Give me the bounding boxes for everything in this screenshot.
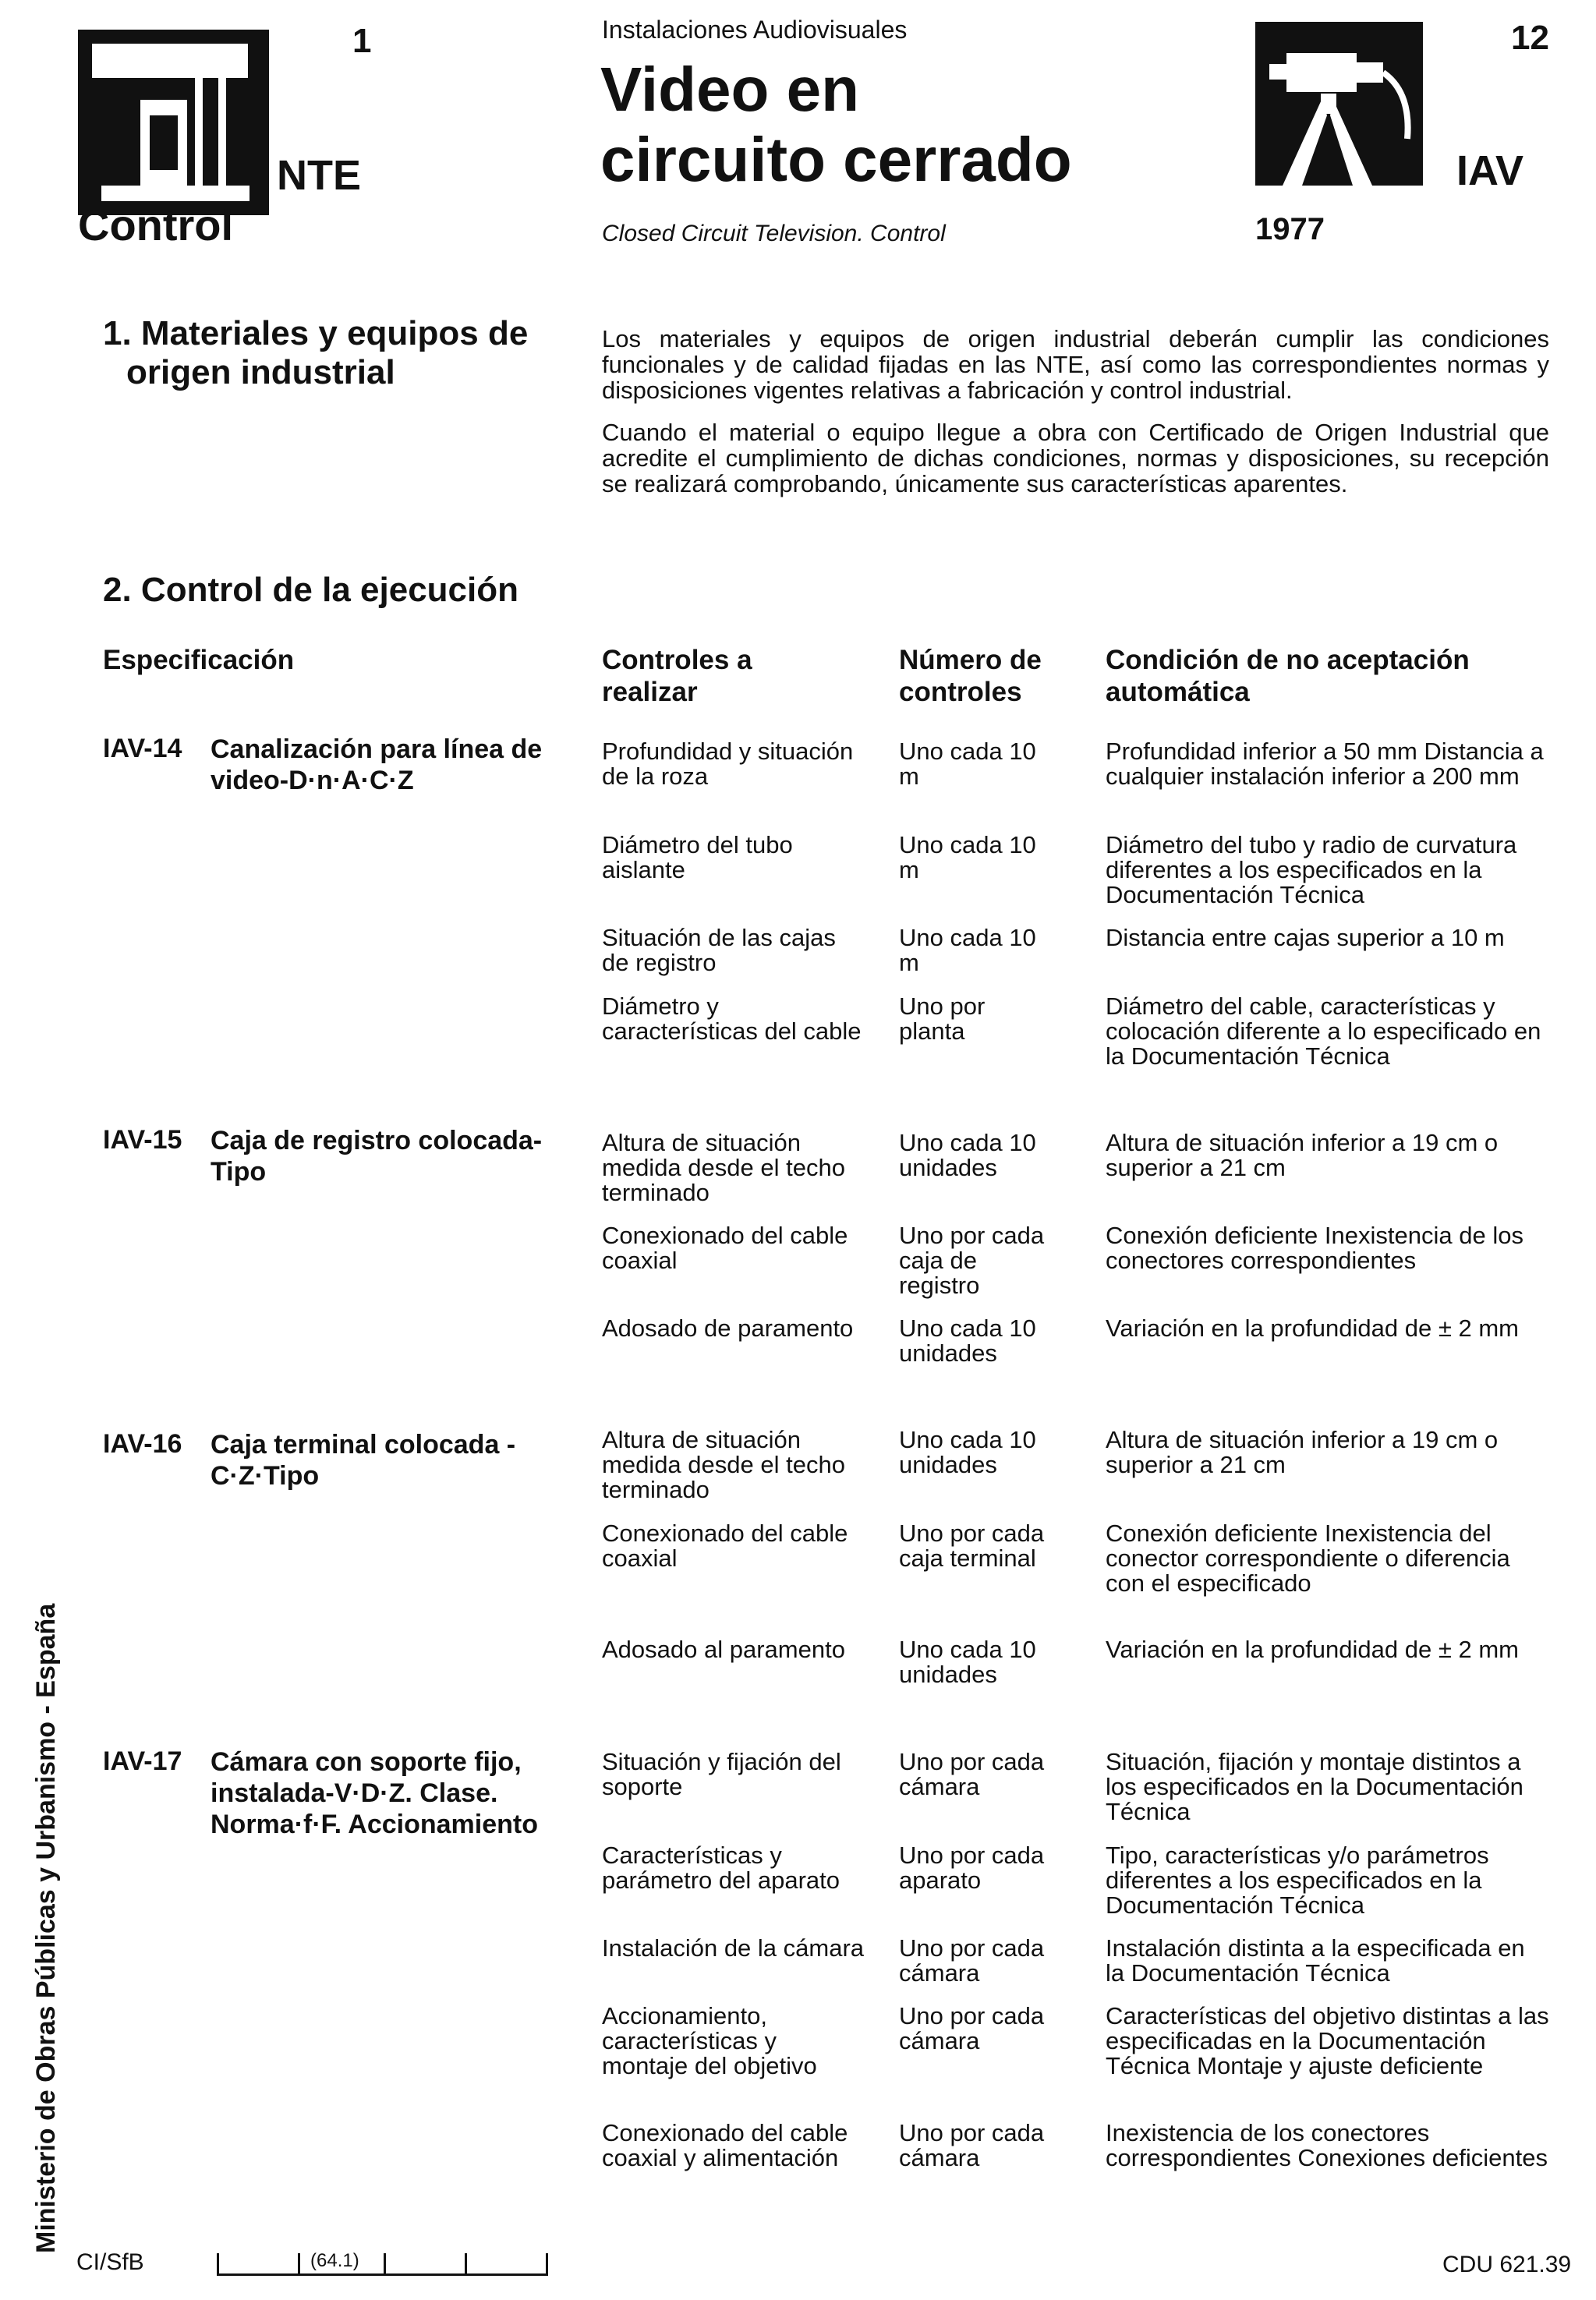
spec-code-iav14: IAV-14 <box>103 734 182 763</box>
column-header-number: Número de controles <box>899 645 1042 707</box>
condition-cell: Variación en la profundidad de ± 2 mm <box>1106 1636 1519 1663</box>
cisfb-tick <box>298 2253 300 2275</box>
number-cell: Uno por planta <box>899 993 986 1045</box>
spec-code-iav17: IAV-17 <box>103 1746 182 1776</box>
number-cell: Uno cada 10 unidades <box>899 1636 1036 1688</box>
cisfb-tick <box>546 2253 548 2275</box>
nte-logo-icon <box>78 30 269 215</box>
control-cell: Accionamiento, características y montaje del objetivo <box>602 2002 817 2079</box>
condition-cell: Situación, fijación y montaje distintos a los especificados en la Documentación Técnica <box>1106 1748 1523 1825</box>
control-cell: Situación de las cajas de registro <box>602 924 836 976</box>
control-cell: Características y parámetro del aparato <box>602 1842 840 1894</box>
control-cell: Adosado de paramento <box>602 1315 854 1342</box>
nte-label: NTE <box>277 152 361 199</box>
control-label: Control <box>78 200 234 249</box>
condition-cell: Diámetro del tubo y radio de curvatura diferentes a los especificados en la Documentación Técnica <box>1106 831 1517 908</box>
spec-name-iav17: Cámara con soporte fijo, instalada-V·D·Z. Clase. Norma·f·F. Accionamiento <box>211 1747 539 1839</box>
cisfb-tick <box>384 2253 386 2275</box>
control-cell: Conexionado del cable coaxial y alimentación <box>602 2119 848 2171</box>
condition-cell: Instalación distinta a la especificada en la Documentación Técnica <box>1106 1934 1525 1987</box>
ministry-side-text: Ministerio de Obras Públicas y Urbanismo - España <box>31 1603 61 2253</box>
condition-cell: Altura de situación inferior a 19 cm o superior a 21 cm <box>1106 1129 1499 1181</box>
section-1-paragraph-2: Cuando el material o equipo llegue a obra con Certificado de Origen Industrial que acredite el cumplimiento de dichas condiciones, normas y disposiciones, su recepción se realizará comprobando, únicamente sus características aparentes. <box>602 419 1549 497</box>
publication-year: 1977 <box>1255 212 1325 246</box>
condition-cell: Tipo, características y/o parámetros diferentes a los especificados en la Documentación Técnica <box>1106 1842 1489 1919</box>
number-cell: Uno por cada aparato <box>899 1842 1045 1894</box>
control-cell: Conexionado del cable coaxial <box>602 1222 848 1274</box>
control-cell: Situación y fijación del soporte <box>602 1748 841 1800</box>
condition-cell: Variación en la profundidad de ± 2 mm <box>1106 1315 1519 1342</box>
condition-cell: Conexión deficiente Inexistencia de los conectores correspondientes <box>1106 1222 1523 1274</box>
left-page-number: 1 <box>352 22 372 60</box>
section-2-title: 2. Control de la ejecución <box>103 571 519 609</box>
number-cell: Uno por cada caja terminal <box>899 1520 1045 1572</box>
cdu-code: CDU 621.39 <box>1442 2252 1572 2277</box>
page-title-line2: circuito cerrado <box>600 125 1072 194</box>
spec-name-iav14: Canalización para línea de video-D·n·A·C·Z <box>211 734 543 795</box>
cisfb-label: CI/SfB <box>76 2249 144 2275</box>
control-cell: Altura de situación medida desde el techo terminado <box>602 1129 845 1206</box>
section-1-paragraph-1: Los materiales y equipos de origen industrial deberán cumplir las condiciones funcionales y de calidad fijadas en las NTE, así como las correspondientes normas y disposiciones vigentes relativas a fabricación y control industrial. <box>602 325 1549 404</box>
number-cell: Uno cada 10 m <box>899 831 1036 883</box>
cisfb-tick <box>217 2253 219 2275</box>
right-page-number: 12 <box>1511 19 1549 57</box>
video-camera-logo-icon <box>1255 22 1423 186</box>
column-header-condition: Condición de no aceptación automática <box>1106 645 1470 707</box>
column-header-spec: Especificación <box>103 645 295 675</box>
series-title: Instalaciones Audiovisuales <box>602 16 908 44</box>
number-cell: Uno cada 10 unidades <box>899 1426 1036 1478</box>
spec-name-iav16: Caja terminal colocada -C·Z·Tipo <box>211 1430 516 1491</box>
section-1-title: 1. Materiales y equipos de origen industrial <box>103 314 529 391</box>
condition-cell: Conexión deficiente Inexistencia del conector correspondiente o diferencia con el especificado <box>1106 1520 1510 1597</box>
control-cell: Conexionado del cable coaxial <box>602 1520 848 1572</box>
spec-code-iav16: IAV-16 <box>103 1429 182 1459</box>
control-cell: Profundidad y situación de la roza <box>602 738 854 790</box>
number-cell: Uno por cada cámara <box>899 2002 1045 2054</box>
control-cell: Altura de situación medida desde el techo terminado <box>602 1426 845 1503</box>
number-cell: Uno cada 10 m <box>899 738 1036 790</box>
column-header-controls: Controles a realizar <box>602 645 752 707</box>
cisfb-tick <box>465 2253 467 2275</box>
condition-cell: Profundidad inferior a 50 mm Distancia a cualquier instalación inferior a 200 mm <box>1106 738 1544 790</box>
control-cell: Diámetro y características del cable <box>602 993 862 1045</box>
control-cell: Instalación de la cámara <box>602 1934 865 1962</box>
condition-cell: Distancia entre cajas superior a 10 m <box>1106 924 1505 951</box>
page-title-line1: Video en <box>600 55 859 124</box>
control-cell: Adosado al paramento <box>602 1636 845 1663</box>
number-cell: Uno cada 10 m <box>899 924 1036 976</box>
spec-code-iav15: IAV-15 <box>103 1125 182 1155</box>
english-subtitle: Closed Circuit Television. Control <box>602 221 946 246</box>
number-cell: Uno por cada caja de registro <box>899 1222 1045 1299</box>
spec-name-iav15: Caja de registro colocada-Tipo <box>211 1126 543 1187</box>
condition-cell: Diámetro del cable, características y colocación diferente a lo especificado en la Documentación Técnica <box>1106 993 1541 1070</box>
cisfb-code: (64.1) <box>310 2250 359 2271</box>
iav-code: IAV <box>1456 147 1524 194</box>
condition-cell: Inexistencia de los conectores correspondientes Conexiones deficientes <box>1106 2119 1548 2171</box>
condition-cell: Características del objetivo distintas a las especificadas en la Documentación Técnica Montaje y ajuste deficiente <box>1106 2002 1549 2079</box>
number-cell: Uno cada 10 unidades <box>899 1315 1036 1367</box>
cisfb-classification-line <box>217 2273 548 2276</box>
number-cell: Uno por cada cámara <box>899 1934 1045 1987</box>
number-cell: Uno cada 10 unidades <box>899 1129 1036 1181</box>
control-cell: Diámetro del tubo aislante <box>602 831 793 883</box>
number-cell: Uno por cada cámara <box>899 1748 1045 1800</box>
number-cell: Uno por cada cámara <box>899 2119 1045 2171</box>
condition-cell: Altura de situación inferior a 19 cm o superior a 21 cm <box>1106 1426 1499 1478</box>
